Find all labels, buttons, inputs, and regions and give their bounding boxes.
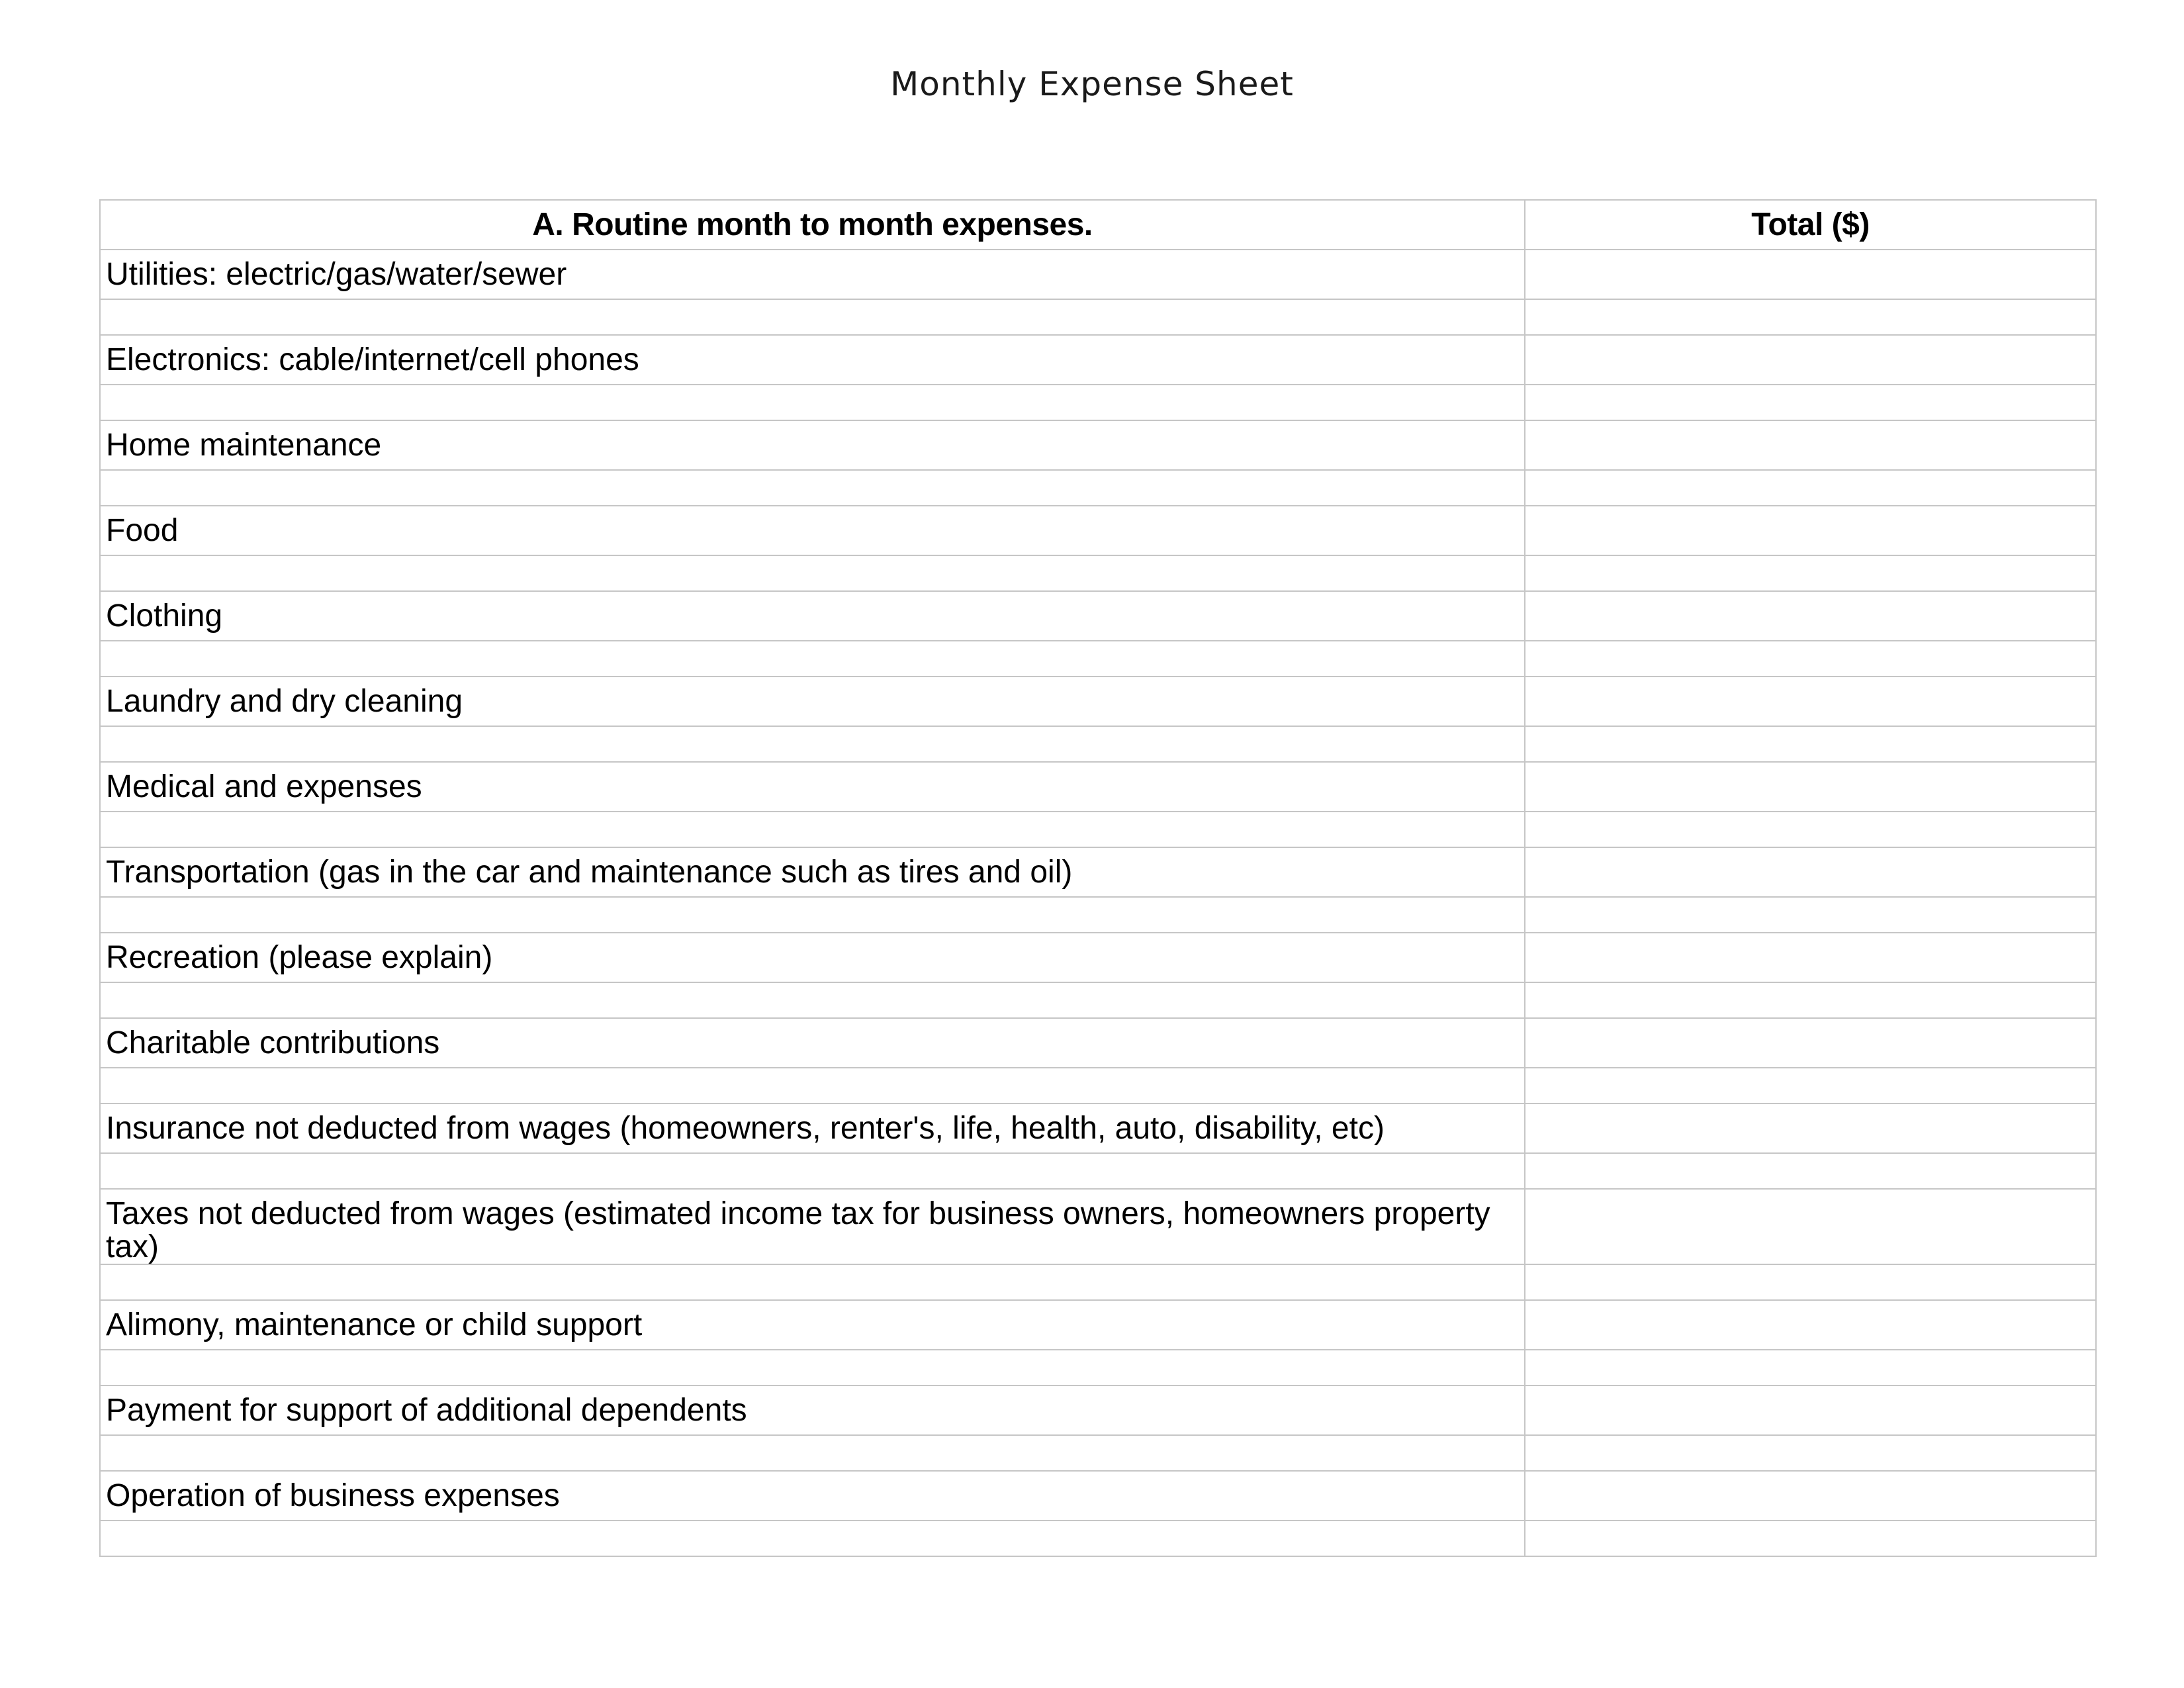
expense-total-cell[interactable]: [1525, 335, 2096, 385]
table-row: [100, 1385, 2096, 1435]
expense-table: [99, 199, 2097, 1557]
expense-total-cell[interactable]: [1525, 1471, 2096, 1521]
spacer-row: [100, 1068, 2096, 1103]
expense-total-cell[interactable]: [1525, 420, 2096, 470]
spacer-cell: [100, 555, 1525, 591]
expense-total-cell[interactable]: [1525, 1189, 2096, 1264]
spacer-cell: [1525, 1264, 2096, 1300]
spacer-cell: [1525, 1435, 2096, 1471]
spacer-row: [100, 385, 2096, 420]
expense-total-cell[interactable]: [1525, 1300, 2096, 1350]
table-row: [100, 847, 2096, 897]
expense-label-cell: [100, 847, 1525, 897]
expense-label-cell: [100, 1300, 1525, 1350]
expense-label: Insurance not deducted from wages (homeowners, renter's, life, health, auto, disability, etc): [106, 1111, 1385, 1146]
spacer-row: [100, 982, 2096, 1018]
table-row: [100, 591, 2096, 641]
spacer-cell: [100, 1521, 1525, 1556]
table-row: [100, 420, 2096, 470]
spacer-cell: [1525, 555, 2096, 591]
spacer-cell: [100, 1153, 1525, 1189]
expense-label-cell: [100, 591, 1525, 641]
table-row: [100, 1189, 2096, 1264]
expense-total-cell[interactable]: [1525, 677, 2096, 726]
expense-label-cell: [100, 335, 1525, 385]
spacer-cell: [1525, 470, 2096, 506]
spacer-cell: [1525, 1068, 2096, 1103]
spacer-row: [100, 1521, 2096, 1556]
expense-label: Recreation (please explain): [106, 940, 493, 975]
expense-label-cell: [100, 677, 1525, 726]
spacer-cell: [1525, 641, 2096, 677]
table-row: [100, 1471, 2096, 1521]
table-row: [100, 762, 2096, 812]
expense-total-cell[interactable]: [1525, 1103, 2096, 1153]
expense-label: Home maintenance: [106, 428, 382, 463]
expense-total-cell[interactable]: [1525, 1018, 2096, 1068]
spacer-cell: [100, 1068, 1525, 1103]
spacer-cell: [100, 385, 1525, 420]
expense-label: Transportation (gas in the car and maintenance such as tires and oil): [106, 855, 1073, 890]
spacer-row: [100, 299, 2096, 335]
table-row: [100, 1300, 2096, 1350]
expense-label: Taxes not deducted from wages (estimated income tax for business owners, homeowners property tax): [106, 1196, 1490, 1264]
expense-label: Clothing: [106, 598, 223, 633]
expense-label-cell: [100, 1018, 1525, 1068]
spacer-cell: [1525, 1521, 2096, 1556]
table-row: [100, 933, 2096, 982]
expense-total-cell[interactable]: [1525, 591, 2096, 641]
header-total: Total ($): [1525, 200, 2096, 250]
spacer-row: [100, 641, 2096, 677]
header-description: A. Routine month to month expenses.: [100, 200, 1525, 250]
spacer-cell: [1525, 982, 2096, 1018]
expense-label-cell: [100, 420, 1525, 470]
spacer-cell: [1525, 812, 2096, 847]
expense-total-cell[interactable]: [1525, 506, 2096, 555]
expense-label-cell: [100, 1471, 1525, 1521]
spacer-row: [100, 1350, 2096, 1385]
expense-total-cell[interactable]: [1525, 250, 2096, 299]
expense-label: Medical and expenses: [106, 769, 422, 804]
expense-total-cell[interactable]: [1525, 933, 2096, 982]
expense-total-cell[interactable]: [1525, 847, 2096, 897]
expense-label-cell: [100, 1385, 1525, 1435]
expense-label-cell: [100, 933, 1525, 982]
spacer-row: [100, 726, 2096, 762]
expense-label-cell: [100, 1103, 1525, 1153]
spacer-row: [100, 470, 2096, 506]
spacer-row: [100, 1435, 2096, 1471]
expense-label: Electronics: cable/internet/cell phones: [106, 342, 639, 377]
expense-label: Charitable contributions: [106, 1025, 440, 1060]
expense-label: Operation of business expenses: [106, 1478, 560, 1513]
expense-label-cell: [100, 1189, 1525, 1264]
table-row: [100, 250, 2096, 299]
spacer-row: [100, 1153, 2096, 1189]
spacer-cell: [100, 299, 1525, 335]
spacer-cell: [100, 897, 1525, 933]
page-title: Monthly Expense Sheet: [890, 65, 1294, 103]
spacer-row: [100, 812, 2096, 847]
spacer-row: [100, 555, 2096, 591]
table-row: [100, 335, 2096, 385]
expense-total-cell[interactable]: [1525, 1385, 2096, 1435]
spacer-cell: [100, 1350, 1525, 1385]
spacer-cell: [100, 1435, 1525, 1471]
spacer-cell: [1525, 385, 2096, 420]
spacer-cell: [100, 641, 1525, 677]
expense-label: Alimony, maintenance or child support: [106, 1307, 643, 1342]
expense-label: Payment for support of additional dependents: [106, 1393, 747, 1428]
spacer-cell: [100, 982, 1525, 1018]
spacer-cell: [1525, 299, 2096, 335]
table-header-row: [100, 200, 2096, 250]
spacer-cell: [100, 812, 1525, 847]
table-row: [100, 677, 2096, 726]
spacer-cell: [1525, 726, 2096, 762]
spacer-cell: [100, 470, 1525, 506]
spacer-cell: [1525, 1153, 2096, 1189]
expense-label: Laundry and dry cleaning: [106, 684, 463, 719]
spacer-cell: [1525, 897, 2096, 933]
expense-label-cell: [100, 762, 1525, 812]
table-row: [100, 1103, 2096, 1153]
expense-label-cell: [100, 506, 1525, 555]
expense-label: Utilities: electric/gas/water/sewer: [106, 257, 567, 292]
spacer-cell: [100, 1264, 1525, 1300]
expense-total-cell[interactable]: [1525, 762, 2096, 812]
spacer-row: [100, 1264, 2096, 1300]
expense-label: Food: [106, 513, 179, 548]
spacer-cell: [1525, 1350, 2096, 1385]
spacer-row: [100, 897, 2096, 933]
table-row: [100, 1018, 2096, 1068]
table-row: [100, 506, 2096, 555]
spacer-cell: [100, 726, 1525, 762]
expense-label-cell: [100, 250, 1525, 299]
